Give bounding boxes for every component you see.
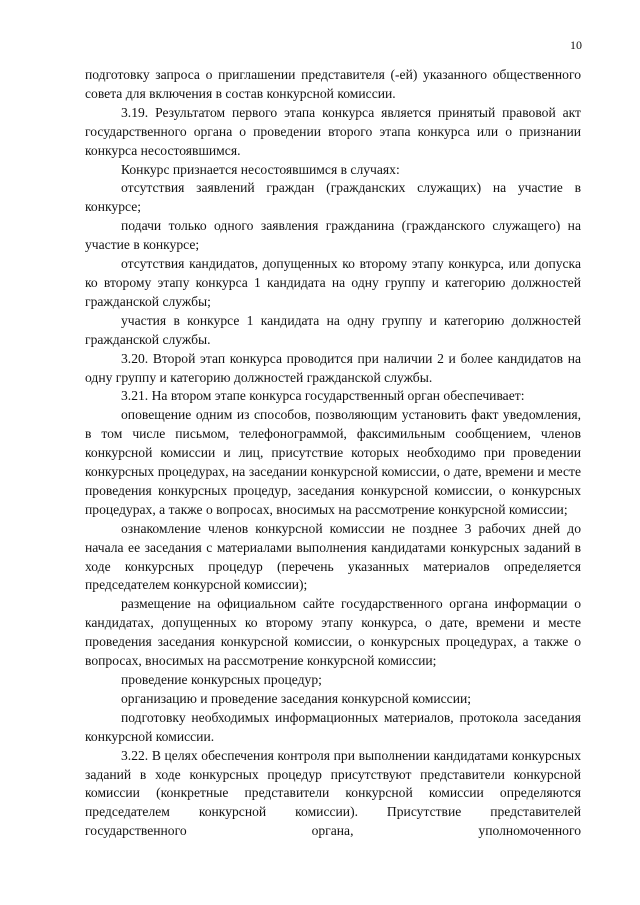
list-item: ознакомление членов конкурсной комиссии не позднее 3 рабочих дней до начала ее заседания с материалами выполнения кандидатами конкурсных заданий в ходе конкурсных процедур (перечень указанных материалов определяется председателем конкурсной комиссии);	[85, 520, 581, 593]
paragraph-3-20: 3.20. Второй этап конкурса проводится при наличии 2 и более кандидатов на одну группу и категорию должностей гражданской службы.	[85, 350, 581, 385]
list-item: подачи только одного заявления гражданина (гражданского служащего) на участие в конкурсе;	[85, 218, 581, 253]
list-item: размещение на официальном сайте государственного органа информации о кандидатах, допущенных ко второму этапу конкурса, о дате, времени и месте проведения заседания конкурсной комиссии, о конкурсных процедурах, а также о вопросах, вносимых на рассмотрение конкурсной комиссии;	[85, 596, 581, 669]
list-item: отсутствия заявлений граждан (гражданских служащих) на участие в конкурсе;	[85, 180, 581, 215]
paragraph-3-19: 3.19. Результатом первого этапа конкурса является принятый правовой акт государственного органа о проведении второго этапа конкурса или о признании конкурса несостоявшимся.	[85, 104, 581, 158]
paragraph-3-21: 3.21. На втором этапе конкурса государственный орган обеспечивает:	[121, 388, 525, 404]
list-item: проведение конкурсных процедур;	[121, 672, 322, 687]
paragraph-3-22: 3.22. В целях обеспечения контроля при выполнении кандидатами конкурсных заданий в ходе конкурсных процедур присутствуют представители конкурсной комиссии (конкретные представители конкурсной комиссии определяются председателем конкурсной комиссии). Присутствие представителей государственного органа, уполномоченного	[85, 747, 581, 839]
list-item: подготовку необходимых информационных материалов, протокола заседания конкурсной комиссии.	[85, 709, 581, 744]
list-item: организацию и проведение заседания конкурсной комиссии;	[121, 690, 472, 706]
paragraph: подготовку запроса о приглашении представителя (-ей) указанного общественного совета для включения в состав конкурсной комиссии.	[85, 67, 581, 101]
document-body	[85, 66, 581, 841]
page-number: 10	[570, 38, 582, 52]
list-item: отсутствия кандидатов, допущенных ко второму этапу конкурса, или допуска ко второму этапу конкурса 1 кандидата на одну группу и категорию должностей гражданской службы;	[85, 256, 581, 309]
list-item: участия в конкурсе 1 кандидата на одну группу и категорию должностей гражданской службы.	[85, 312, 581, 347]
paragraph: Конкурс признается несостоявшимся в случаях:	[121, 161, 400, 177]
list-item: оповещение одним из способов, позволяющим установить факт уведомления, в том числе письмом, телефонограммой, факсимильным сообщением, членов конкурсной комиссии и лиц, присутствие которых необходимо при проведении конкурсных процедурах, на заседании конкурсной комиссии, о дате, времени и месте проведения конкурсных процедур, заседания конкурсной комиссии, о конкурсных процедурах, а также о вопросах, вносимых на рассмотрение конкурсной комиссии;	[85, 407, 581, 517]
